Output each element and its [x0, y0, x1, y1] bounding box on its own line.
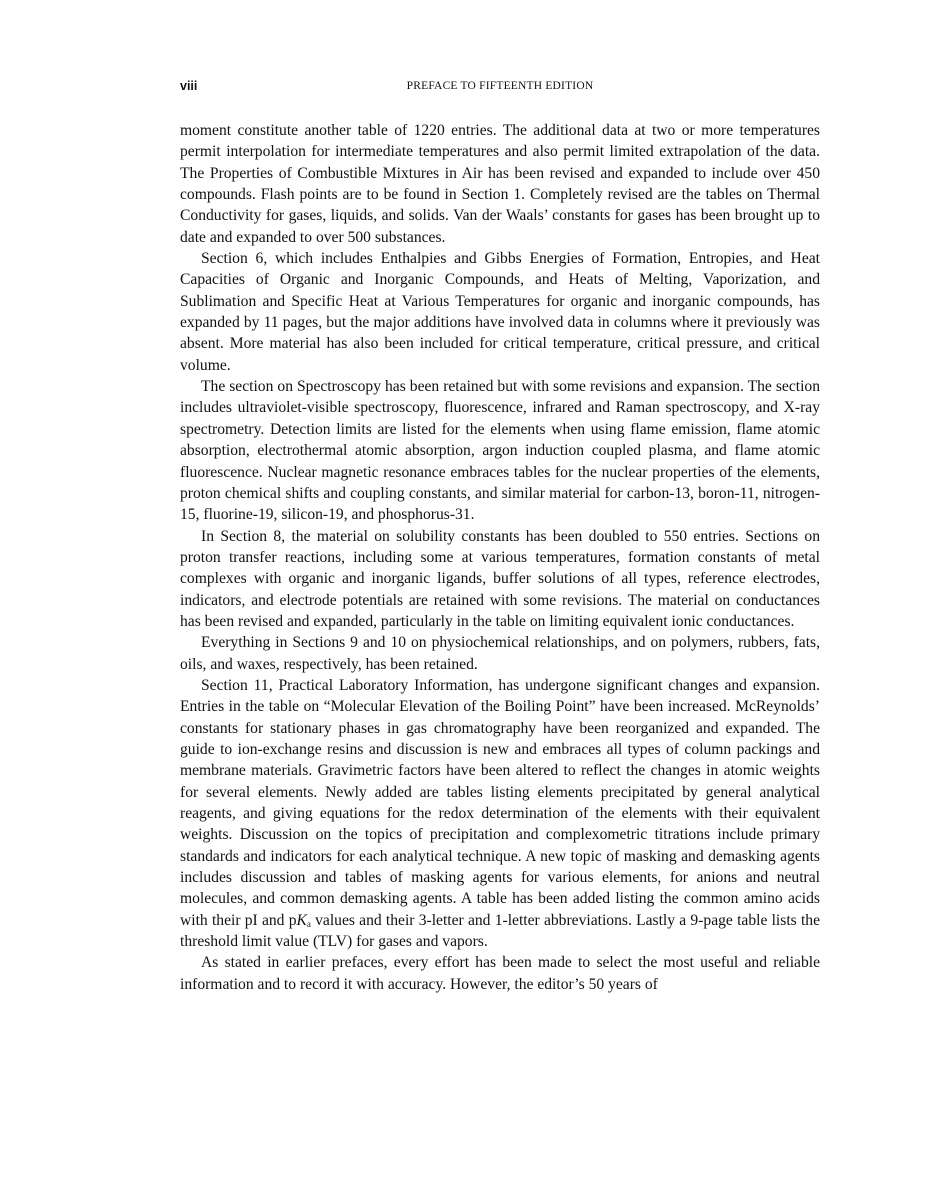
section-11-text-end: values and their 3-letter and 1-letter abbreviations. Lastly a 9-page table lists the threshold limit value (TLV) for gases and vapors. — [180, 911, 820, 951]
section-11-text-start: Section 11, Practical Laboratory Information, has undergone significant changes and expansion. Entries in the table on “Molecular Elevation of the Boiling Point” have been increased. McReynolds’ constants for stationary phases in gas chromatography have been reorganized and expanded. The guide to ion-exchange resins and discussion is new and embraces all types of column packings and membrane materials. Gravimetric factors have been altered to reflect the changes in atomic weights for several elements. Newly added are tables listing elements precipitated by general analytical reagents, and giving equations for the redox determination of the elements with their equivalent weights. Discussion on the topics of precipitation and complexometric titrations include primary standards and indicators for each analytical technique. A new topic of masking and demasking agents includes discussion and tables of masking agents for various elements, for anions and neutral molecules, and common demasking agents. A table has been added listing the common amino acids with their pI and p — [180, 676, 820, 929]
pka-symbol: K — [296, 911, 307, 929]
page-number: viii — [180, 79, 198, 93]
body-text — [180, 120, 820, 995]
pka-subscript: a — [306, 918, 311, 929]
book-page — [180, 76, 820, 995]
paragraph-closing: As stated in earlier prefaces, every effort has been made to select the most useful and reliable information and to record it with accuracy. However, the editor’s 50 years of — [180, 954, 820, 993]
paragraph-section-8: In Section 8, the material on solubility constants has been doubled to 550 entries. Sections on proton transfer reactions, including some at various temperatures, formation constants of metal complexes with organic and inorganic ligands, buffer solutions of all types, reference electrodes, indicators, and electrode potentials are retained with some revisions. The material on conductances has been revised and expanded, particularly in the table on limiting equivalent ionic conductances. — [180, 527, 820, 630]
paragraph-spectroscopy: The section on Spectroscopy has been retained but with some revisions and expansion. The section includes ultraviolet-visible spectroscopy, fluorescence, infrared and Raman spectroscopy, and X-ray spectrometry. Detection limits are listed for the elements when using flame emission, flame atomic absorption, electrothermal atomic absorption, argon induction coupled plasma, and flame atomic fluorescence. Nuclear magnetic resonance embraces tables for the nuclear properties of the elements, proton chemical shifts and coupling constants, and similar material for carbon-13, boron-11, nitrogen-15, fluorine-19, silicon-19, and phosphorus-31. — [180, 378, 820, 524]
paragraph-section-11 — [180, 675, 820, 952]
running-title: PREFACE TO FIFTEENTH EDITION — [406, 80, 594, 92]
paragraph-sections-9-10: Everything in Sections 9 and 10 on physiochemical relationships, and on polymers, rubbers, fats, oils, and waxes, respectively, has been retained. — [180, 634, 820, 673]
running-head — [180, 76, 820, 98]
paragraph-section-6: Section 6, which includes Enthalpies and Gibbs Energies of Formation, Entropies, and Heat Capacities of Organic and Inorganic Compounds, and Heats of Melting, Vaporization, and Sublimation and Specific Heat at Various Temperatures for organic and inorganic compounds, has expanded by 11 pages, but the major additions have involved data in columns where it previously was absent. More material has also been included for critical temperature, critical pressure, and critical volume. — [180, 250, 820, 374]
paragraph-continuation: moment constitute another table of 1220 entries. The additional data at two or more temperatures permit interpolation for intermediate temperatures and also permit limited extrapolation of the data. The Properties of Combustible Mixtures in Air has been revised and expanded to include over 450 compounds. Flash points are to be found in Section 1. Completely revised are the tables on Thermal Conductivity for gases, liquids, and solids. Van der Waals’ constants for gases has been brought up to date and expanded to over 500 substances. — [180, 122, 820, 246]
